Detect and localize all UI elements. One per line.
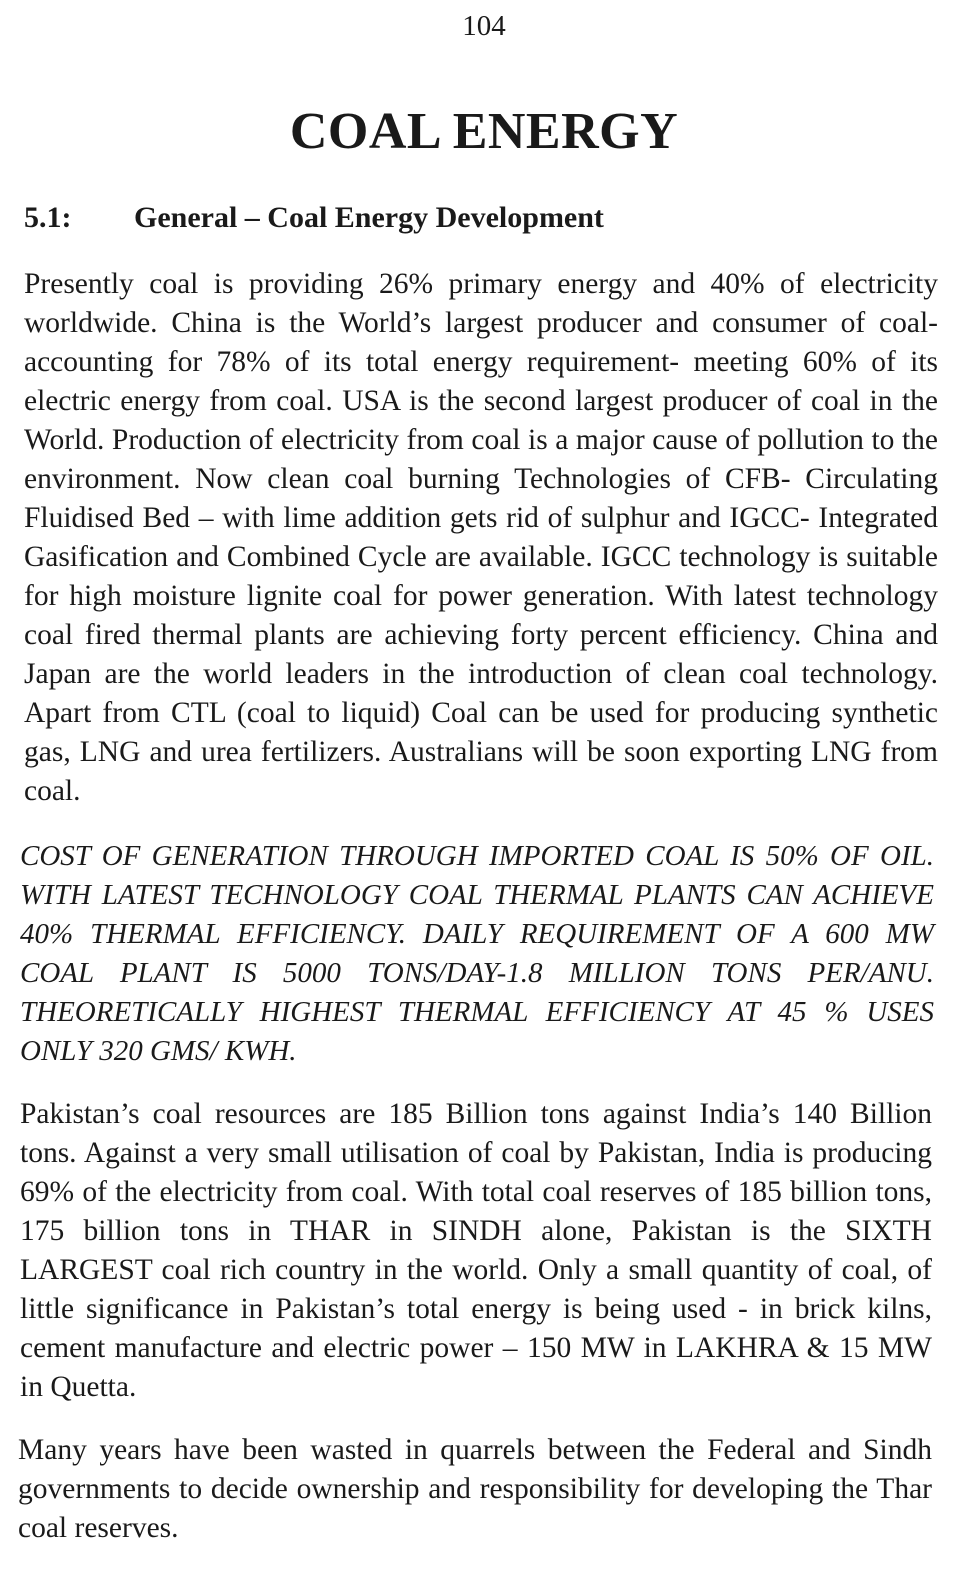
chapter-title: COAL ENERGY [289,103,679,160]
page-number: 104 [462,10,506,42]
paragraph-pakistan-resources: Pakistan’s coal resources are 185 Billion tons against India’s 140 Billion tons. Against a very small utilisation of coal by Pakistan, India is producing 69% of the electricity from coal. With total coal reserves of 185 billion tons, 175 billion tons in THAR in SINDH alone, Pakistan is the SIXTH LARGEST coal rich country in the world. Only a small quantity of coal, of little significance in Pakistan’s total energy is being used - in brick kilns, cement manufacture and electric power – 150 MW in LAKHRA & 15 MW in Quetta. [20,1098,932,1403]
section-title: General – Coal Energy Development [134,201,604,234]
section-number: 5.1: [24,201,72,234]
paragraph-thar-dispute: Many years have been wasted in quarrels between the Federal and Sindh governments to decide ownership and responsibility for developing the Thar coal reserves. [18,1434,932,1544]
section-heading [24,198,944,238]
paragraph-cost-of-generation: COST OF GENERATION THROUGH IMPORTED COAL IS 50% OF OIL. WITH LATEST TECHNOLOGY COAL THERMAL PLANTS CAN ACHIEVE 40% THERMAL EFFICIENCY. DAILY REQUIREMENT OF A 600 MW COAL PLANT IS 5000 TONS/DAY-1.8 MILLION TONS PER/ANU. THEORETICALLY HIGHEST THERMAL EFFICIENCY AT 45 % USES ONLY 320 GMS/ KWH. [20,840,934,1067]
paragraph-coal-overview: Presently coal is providing 26% primary energy and 40% of electricity worldwide. China is the World’s largest producer and consumer of coal-accounting for 78% of its total energy requirement- meeting 60% of its electric energy from coal. USA is the second largest producer of coal in the World. Production of electricity from coal is a major cause of pollution to the environment. Now clean coal burning Technologies of CFB- Circulating Fluidised Bed – with lime addition gets rid of sulphur and IGCC- Integrated Gasification and Combined Cycle are available. IGCC technology is suitable for high moisture lignite coal for power generation. With latest technology coal fired thermal plants are achieving forty percent efficiency. China and Japan are the world leaders in the introduction of clean coal technology. Apart from CTL (coal to liquid) Coal can be used for producing synthetic gas, LNG and urea fertilizers. Australians will be soon exporting LNG from coal. [24,268,938,807]
